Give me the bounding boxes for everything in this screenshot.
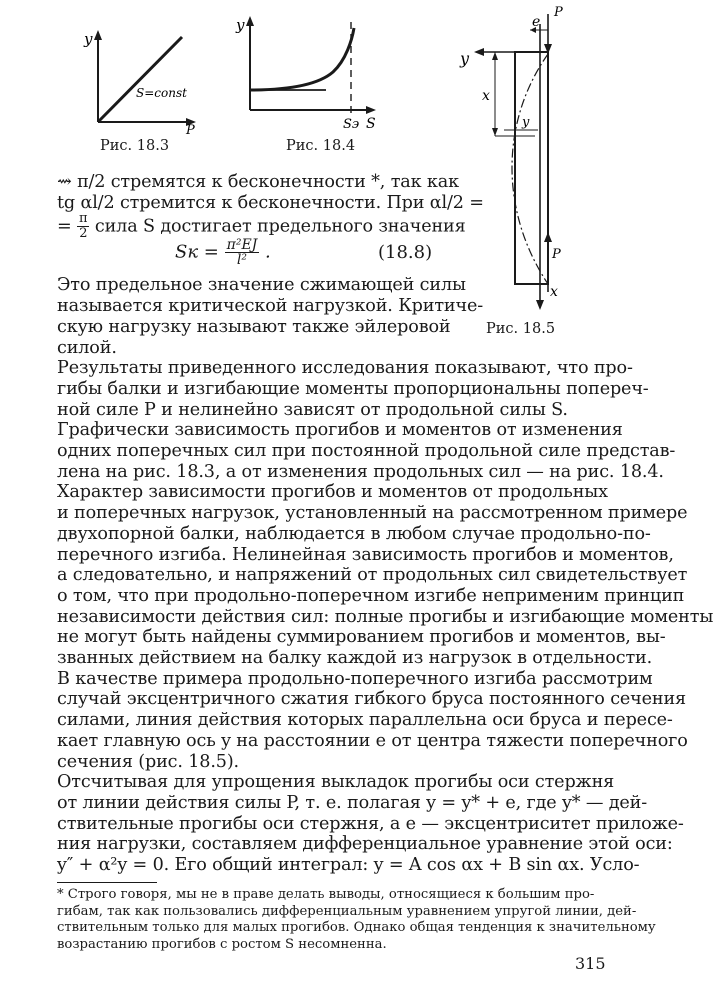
fraction-denominator: 2 bbox=[79, 226, 88, 242]
page-number: 315 bbox=[575, 954, 606, 973]
caption-fig-18-3: Рис. 18.3 bbox=[100, 138, 170, 154]
fig185-coord-x: x bbox=[482, 88, 490, 104]
fig185-eccentricity: e bbox=[532, 14, 541, 30]
figure-18-5 bbox=[440, 2, 590, 312]
text-line: скую нагрузку называют также эйлеровой bbox=[57, 316, 451, 337]
fig184-asymptote-label: Sэ bbox=[343, 117, 360, 132]
eq-denominator: l² bbox=[236, 252, 247, 269]
text-line: Графически зависимость прогибов и моментов от изменения bbox=[57, 420, 623, 441]
fraction-numerator: π bbox=[79, 211, 88, 227]
fig185-y-axis: y bbox=[460, 49, 470, 68]
text-line: tg αl/2 стремится к бесконечности. При αl/2 = bbox=[57, 192, 484, 213]
eq-fraction bbox=[225, 238, 260, 267]
text-line: случай эксцентричного сжатия гибкого бруса постоянного сечения bbox=[57, 689, 687, 710]
text-line: не могут быть найдены суммированием прогибов и моментов, вы- bbox=[57, 627, 666, 648]
text-line: называется критической нагрузкой. Критиче- bbox=[57, 296, 484, 317]
text-line: ния нагрузки, составляем дифференциальное уравнение этой оси: bbox=[57, 834, 673, 855]
text-line: y″ + α²y = 0. Его общий интеграл: y = A cos αx + B sin αx. Усло- bbox=[57, 855, 640, 875]
footnote-line: возрастанию прогибов с ростом S несомненна. bbox=[57, 936, 387, 952]
text-line: гибы балки и изгибающие моменты пропорциональны попереч- bbox=[57, 378, 649, 399]
fig183-y-label: y bbox=[84, 30, 93, 48]
text-line: В качестве примера продольно-поперечного изгиба рассмотрим bbox=[57, 668, 653, 689]
fig184-x-label: S bbox=[366, 116, 376, 132]
fig185-deflection: y bbox=[522, 115, 530, 130]
text-line: от линии действия силы P, т. е. полагая y = y* + e, где y* — дей- bbox=[57, 792, 648, 813]
fraction bbox=[77, 212, 89, 241]
text-line-tail: сила S достигает предельного значения bbox=[94, 216, 466, 237]
text-line: Результаты приведенного исследования показывают, что про- bbox=[57, 358, 633, 379]
caption-fig-18-4: Рис. 18.4 bbox=[286, 138, 356, 154]
text-line: о том, что при продольно-поперечном изгибе неприменим принцип bbox=[57, 585, 685, 606]
caption-fig-18-5: Рис. 18.5 bbox=[486, 321, 556, 337]
text-line: кает главную ось y на расстоянии e от центра тяжести поперечного bbox=[57, 730, 688, 751]
fig185-force-bottom: P bbox=[552, 247, 561, 262]
text-line: независимости действия сил: полные прогибы и изгибающие моменты bbox=[57, 606, 713, 627]
equation-number: (18.8) bbox=[378, 242, 433, 264]
text-line: Отсчитывая для упрощения выкладок прогибы оси стержня bbox=[57, 772, 615, 793]
fig183-curve-label: S=const bbox=[136, 86, 187, 100]
text-line: ствительные прогибы оси стержня, а e — эксцентриситет приложе- bbox=[57, 813, 684, 834]
footnote-line: ствительным только для малых прогибов. Однако общая тенденция к значительному bbox=[57, 920, 656, 935]
equation-18-8: Sк = $\frac{\text{π²EJ}}{\text{l²}}$ . bbox=[175, 237, 271, 269]
text-line: и поперечных нагрузок, установленный на рассмотренном примере bbox=[57, 503, 688, 524]
fig185-force-top: P bbox=[554, 5, 563, 20]
footnote-divider bbox=[57, 882, 157, 883]
figure-18-4 bbox=[228, 10, 378, 135]
text-line: двухопорной балки, наблюдается в любом случае продольно-по- bbox=[57, 523, 651, 544]
text-line: а следовательно, и напряжений от продольных сил свидетельствует bbox=[57, 565, 688, 586]
text-line: силами, линия действия которых параллельна оси бруса и пересе- bbox=[57, 710, 673, 731]
eq-lhs: Sк = bbox=[175, 241, 219, 263]
text-line: одних поперечных сил при постоянной продольной силе представ- bbox=[57, 441, 676, 461]
fig185-x-axis: x bbox=[550, 284, 558, 300]
fig184-y-label: y bbox=[236, 16, 245, 34]
figure-18-3 bbox=[78, 22, 198, 137]
eq-numerator: π²EJ bbox=[226, 237, 258, 254]
text-line: ной силе P и нелинейно зависят от продольной силы S. bbox=[57, 399, 568, 420]
text-line: ⇝ π/2 стремятся к бесконечности *, так как bbox=[57, 172, 459, 192]
footnote-line: гибам, так как пользовались дифференциальным уравнением упругой линии, дей- bbox=[57, 903, 637, 919]
text-line: Характер зависимости прогибов и моментов от продольных bbox=[57, 482, 608, 503]
footnote-line: * Строго говоря, мы не в праве делать выводы, относящиеся к большим про- bbox=[57, 887, 595, 902]
text-line: силой. bbox=[57, 337, 117, 358]
text-line: сечения (рис. 18.5). bbox=[57, 751, 239, 772]
fig183-x-label: P bbox=[186, 123, 195, 138]
text-line: лена на рис. 18.3, а от изменения продольных сил — на рис. 18.4. bbox=[57, 461, 664, 482]
text-line: званных действием на балку каждой из нагрузок в отдельности. bbox=[57, 648, 653, 668]
text-line: перечного изгиба. Нелинейная зависимость прогибов и моментов, bbox=[57, 544, 674, 565]
eq-prefix: = bbox=[57, 216, 72, 237]
text-line: Это предельное значение сжимающей силы bbox=[57, 275, 466, 296]
text-line bbox=[57, 212, 466, 241]
